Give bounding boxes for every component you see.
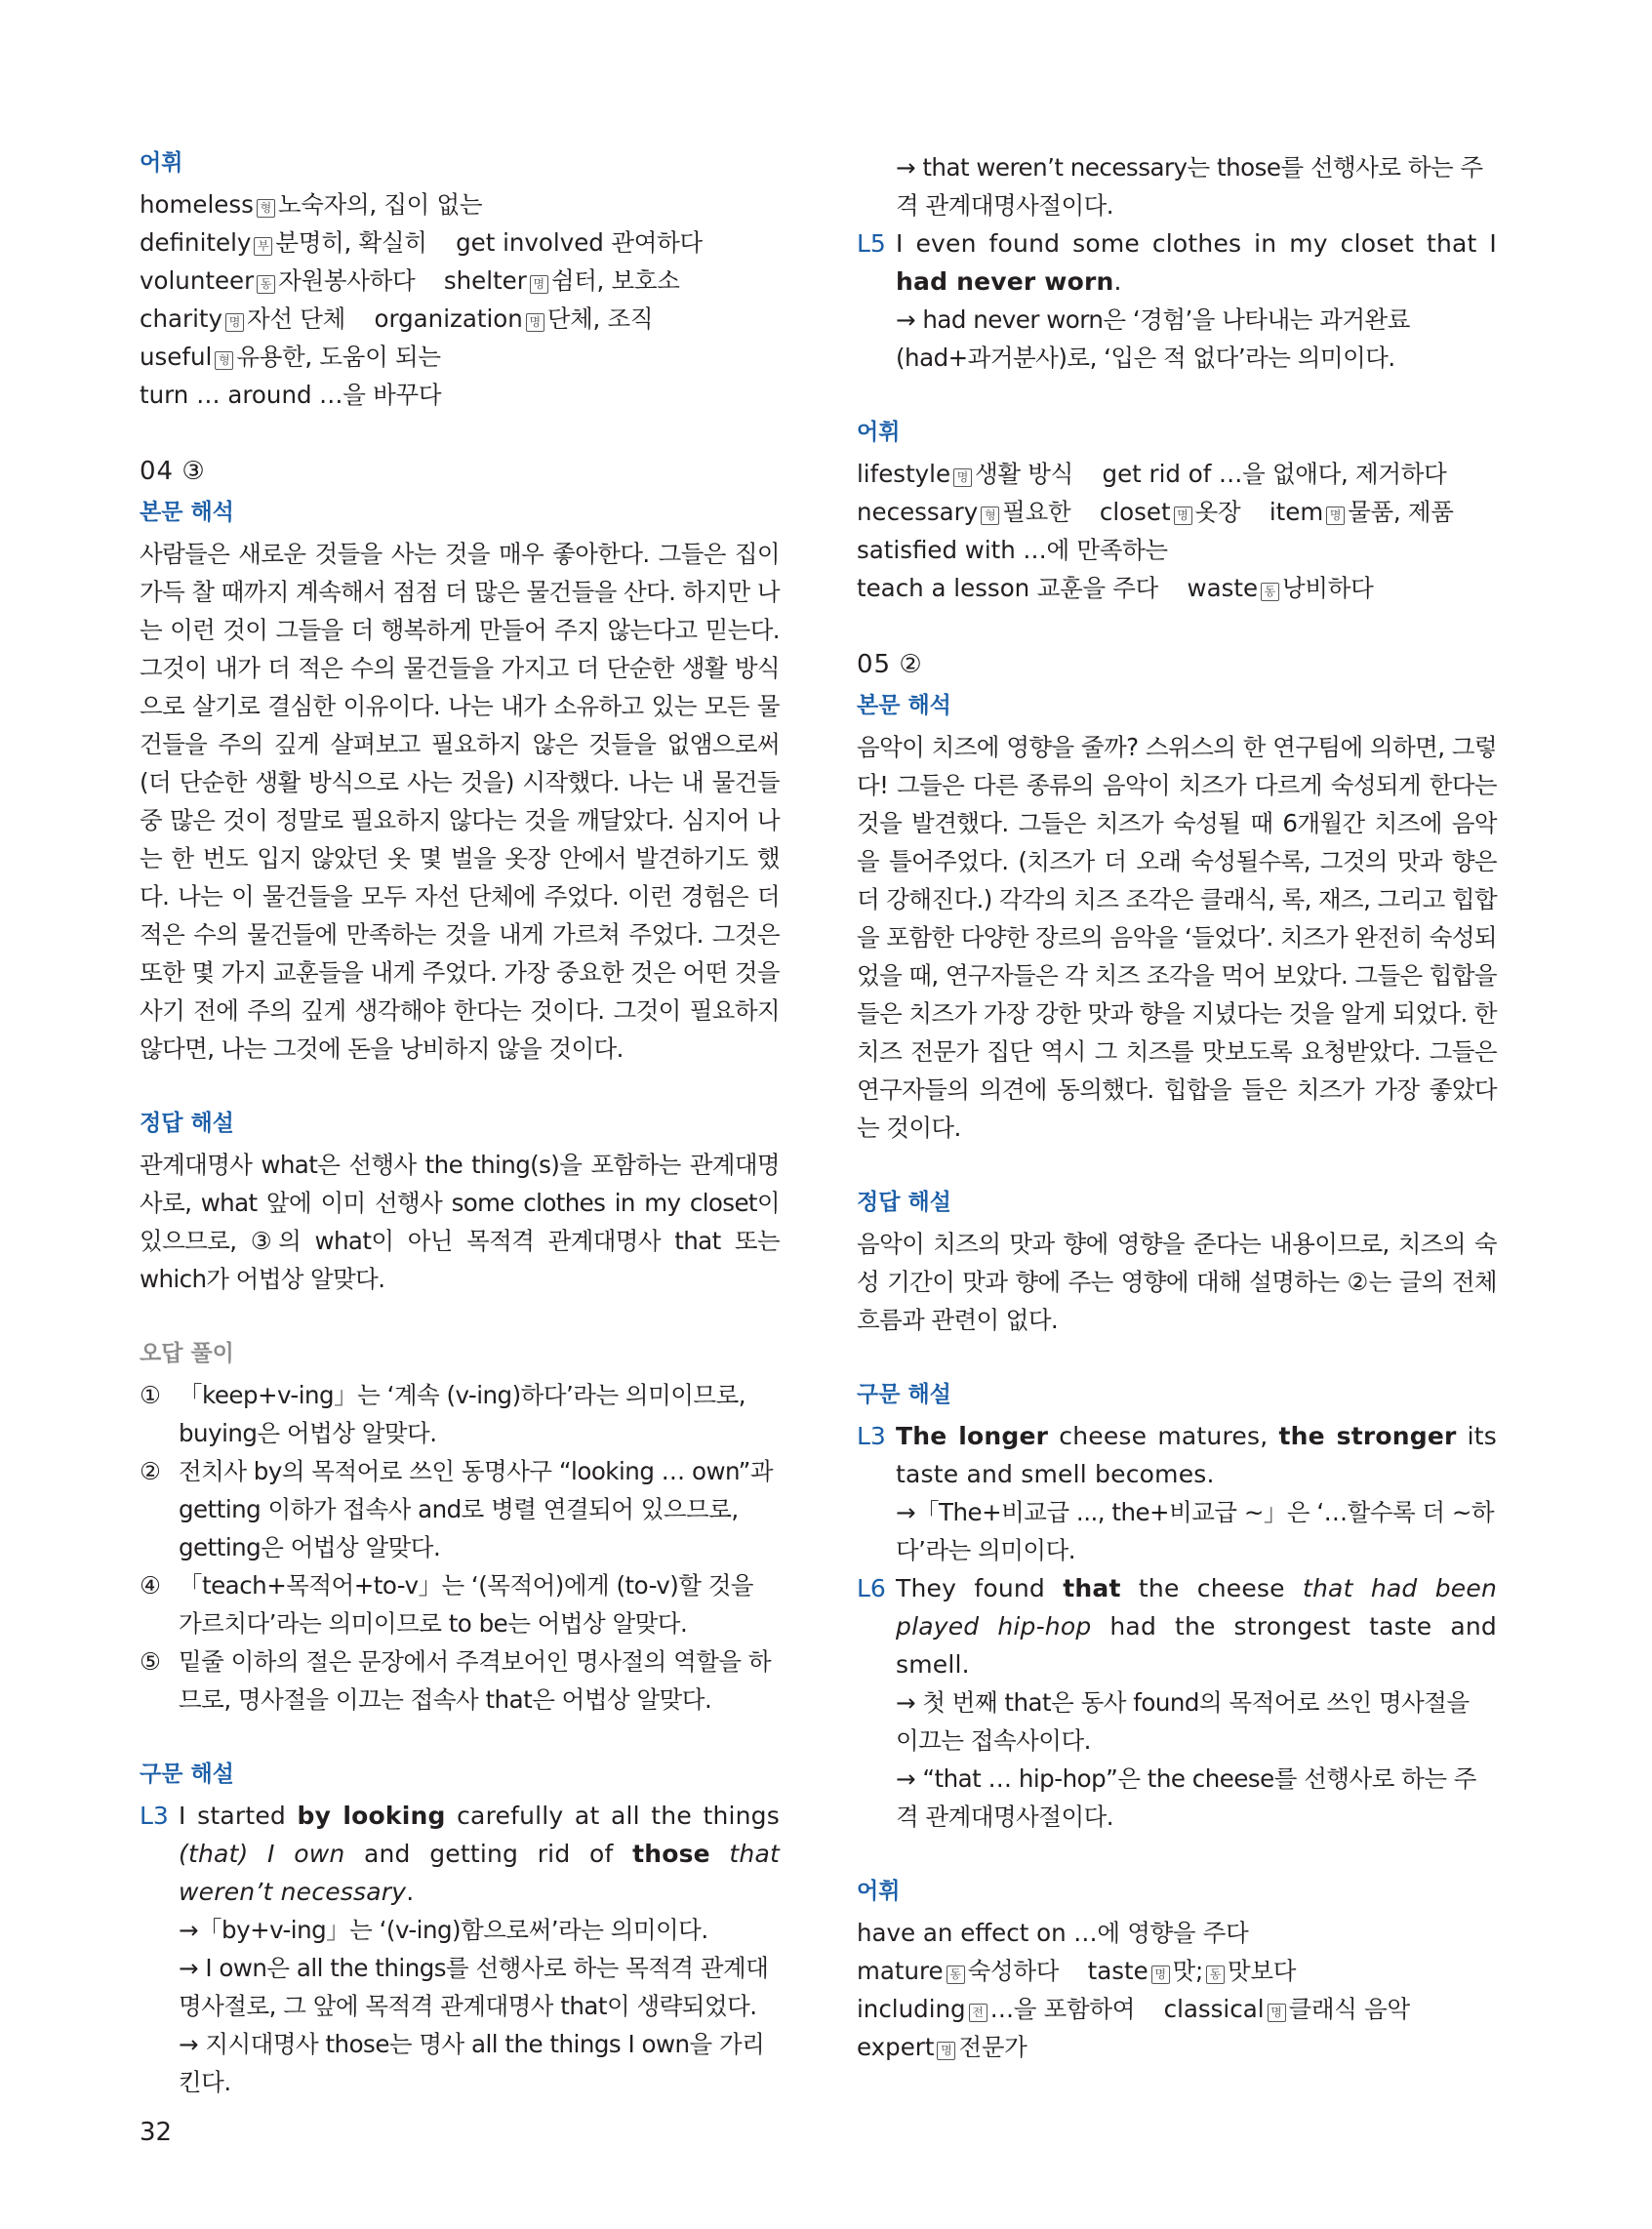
- vocab-entry: charity 명 자선 단체: [140, 304, 345, 333]
- answer-section: [140, 1109, 780, 1298]
- vocab-entry: classical 명 클래식 음악: [1163, 1995, 1410, 2023]
- answer-section: [857, 1188, 1497, 1339]
- vocab-entry: get involved 관여하다: [456, 228, 703, 257]
- line-number: L6: [857, 1574, 886, 1602]
- syntax-line-block: [140, 1797, 780, 2101]
- wrong-answer-item: ④ 「teach+목적어+to-v」는 ‘(목적어)에게 (to-v)할 것을 가르치다’라는 의미이므로 to be는 어법상 알맞다.: [140, 1571, 754, 1638]
- answer-text: 관계대명사 what은 선행사 the thing(s)을 포함하는 관계대명사로, what 앞에 이미 선행사 some clothes in my closet이 있으므로, ③의 what이 아닌 목적격 관계대명사 that 또는 which가 어법상 알맞다.: [140, 1151, 780, 1293]
- left-column: [140, 148, 780, 2142]
- syntax-note: → 첫 번째 that은 동사 found의 목적어로 쓰인 명사절을 이끄는 접속사이다.: [896, 1688, 1470, 1755]
- syntax-section: [140, 1760, 780, 2101]
- vocab-entry: volunteer 동 자원봉사하다: [140, 266, 416, 295]
- vocab-entry: get rid of …을 없애다, 제거하다: [1102, 460, 1447, 488]
- vocab-entry: including 전 …을 포함하여: [857, 1995, 1136, 2023]
- example-sentence: They found that the cheese that had been played hip-hop had the strongest taste and smell.: [896, 1574, 1497, 1679]
- wrong-answer-item: ② 전치사 by의 목적어로 쓰인 동명사구 “looking … own”과 getting 이하가 접속사 and로 병렬 연결되어 있으므로, getting은 어법상 알맞다.: [140, 1457, 774, 1561]
- wrong-answers-heading: 오답 풀이: [140, 1341, 234, 1366]
- vocab-entry: item 명 물품, 제품: [1269, 498, 1454, 526]
- answer-heading: 정답 해설: [140, 1111, 234, 1136]
- vocab-list: [140, 185, 780, 414]
- vocab-entry: mature 동 숙성하다: [857, 1957, 1060, 1985]
- wrong-answer-item: ① 「keep+v-ing」는 ‘계속 (v-ing)하다’라는 의미이므로, buying은 어법상 알맞다.: [140, 1381, 746, 1447]
- vocab-entry: necessary 형 필요한: [857, 498, 1071, 526]
- question-number: 04 ③: [140, 457, 206, 486]
- answer-heading: 정답 해설: [857, 1190, 951, 1215]
- syntax-note: → 지시대명사 those는 명사 all the things I own을 가리킨다.: [179, 2030, 765, 2096]
- syntax-note: → had never worn은 ‘경험’을 나타내는 과거완료(had+과거분사)로, ‘입은 적 없다’라는 의미이다.: [896, 305, 1410, 372]
- vocab-entry: waste 동 낭비하다: [1187, 574, 1374, 602]
- syntax-heading: 구문 해설: [140, 1762, 234, 1787]
- translation-heading: 본문 해석: [857, 693, 951, 718]
- syntax-note: → “that … hip-hop”은 the cheese를 선행사로 하는 주격 관계대명사절이다.: [896, 1764, 1476, 1831]
- vocab-entry: organization 명 단체, 조직: [374, 304, 654, 333]
- vocab-heading: 어휘: [857, 420, 901, 445]
- syntax-line-block: [857, 1569, 1497, 1836]
- vocab-heading: 어휘: [857, 1879, 901, 1904]
- translation-text: 사람들은 새로운 것들을 사는 것을 매우 좋아한다. 그들은 집이 가득 찰 때까지 계속해서 점점 더 많은 물건들을 산다. 하지만 나는 이런 것이 그들을 더 행복하게 만들어 주지 않는다고 믿는다. 그것이 내가 더 적은 수의 물건들을 가지고 더 단순한 생활 방식으로 살기로 결심한 이유이다. 나는 내가 소유하고 있는 모든 물건들을 주의 깊게 살펴보고 필요하지 않은 것들을 없앰으로써 (더 단순한 생활 방식으로 사는 것을) 시작했다. 나는 내 물건들 중 많은 것이 정말로 필요하지 않다는 것을 깨달았다. 심지어 나는 한 번도 입지 않았던 옷 몇 벌을 옷장 안에서 발견하기도 했다. 나는 이 물건들을 모두 자선 단체에 주었다. 이런 경험은 더 적은 수의 물건들에 만족하는 것을 내게 가르쳐 주었다. 그것은 또한 몇 가지 교훈들을 내게 주었다. 가장 중요한 것은 어떤 것을 사기 전에 주의 깊게 생각해야 한다는 것이다. 그것이 필요하지 않다면, 나는 그것에 돈을 낭비하지 않을 것이다.: [140, 540, 780, 1063]
- vocab-section-1: [140, 148, 780, 414]
- vocab-entry: have an effect on …에 영향을 주다: [857, 1919, 1249, 1947]
- vocab-entry: turn … around …을 바꾸다: [140, 381, 442, 409]
- answer-text: 음악이 치즈의 맛과 향에 영향을 준다는 내용이므로, 치즈의 숙성 기간이 맛과 향에 주는 영향에 대해 설명하는 ②는 글의 전체 흐름과 관련이 없다.: [857, 1230, 1497, 1334]
- question-number: 05 ②: [857, 650, 923, 679]
- syntax-heading: 구문 해설: [857, 1382, 951, 1407]
- vocab-section-2: [857, 418, 1497, 607]
- vocab-entry: expert 명 전문가: [857, 2033, 1027, 2061]
- vocab-heading: 어휘: [140, 150, 183, 176]
- syntax-line-block: [857, 148, 1497, 224]
- vocab-entry: teach a lesson 교훈을 주다: [857, 574, 1159, 602]
- vocab-list: [857, 1914, 1497, 2066]
- vocab-section-3: [857, 1877, 1497, 2066]
- example-sentence: I even found some clothes in my closet that I had never worn.: [896, 229, 1497, 296]
- translation-section: [140, 498, 780, 1068]
- vocab-entry: useful 형 유용한, 도움이 되는: [140, 343, 441, 371]
- right-column: [857, 148, 1497, 2107]
- wrong-answer-item: ⑤ 밑줄 이하의 절은 문장에서 주격보어인 명사절의 역할을 하므로, 명사절을 이끄는 접속사 that은 어법상 알맞다.: [140, 1647, 772, 1714]
- vocab-entry: satisfied with …에 만족하는: [857, 536, 1168, 564]
- wrong-answers-section: [140, 1339, 780, 1719]
- vocab-entry: definitely 부 분명히, 확실히: [140, 228, 427, 257]
- syntax-note: →「by+v-ing」는 ‘(v-ing)함으로써’라는 의미이다.: [179, 1916, 708, 1944]
- line-number: L3: [857, 1422, 886, 1450]
- syntax-line-block: [857, 1417, 1497, 1569]
- vocab-entry: lifestyle 명 생활 방식: [857, 460, 1074, 488]
- translation-section: [857, 691, 1497, 1147]
- translation-heading: 본문 해석: [140, 500, 234, 525]
- syntax-note: →「The+비교급 ..., the+비교급 ~」은 ‘…할수록 더 ~하다’라는 의미이다.: [896, 1498, 1495, 1564]
- vocab-entry: homeless 형 노숙자의, 집이 없는: [140, 190, 483, 219]
- page-number: 32: [140, 2118, 173, 2147]
- vocab-list: [857, 455, 1497, 607]
- vocab-entry: shelter 명 쉼터, 보호소: [443, 266, 680, 295]
- syntax-note: → I own은 all the things를 선행사로 하는 목적격 관계대명사절로, 그 앞에 목적격 관계대명사 that이 생략되었다.: [179, 1954, 769, 2020]
- line-number: L3: [140, 1802, 169, 1830]
- line-number: L5: [857, 229, 886, 258]
- syntax-note: → that weren’t necessary는 those를 선행사로 하는 주격 관계대명사절이다.: [896, 153, 1483, 220]
- translation-text: 음악이 치즈에 영향을 줄까? 스위스의 한 연구팀에 의하면, 그렇다! 그들은 다른 종류의 음악이 치즈가 다르게 숙성되게 한다는 것을 발견했다. 그들은 치즈가 숙성될 때 6개월간 치즈에 음악을 틀어주었다. (치즈가 더 오래 숙성될수록, 그것의 맛과 향은 더 강해진다.) 각각의 치즈 조각은 클래식, 록, 재즈, 그리고 힙합을 포함한 다양한 장르의 음악을 ‘들었다’. 치즈가 완전히 숙성되었을 때, 연구자들은 각 치즈 조각을 먹어 보았다. 그들은 힙합을 들은 치즈가 가장 강한 맛과 향을 지녔다는 것을 알게 되었다. 한 치즈 전문가 집단 역시 그 치즈를 맛보도록 요청받았다. 그들은 연구자들의 의견에 동의했다. 힙합을 들은 치즈가 가장 좋았다는 것이다.: [857, 733, 1498, 1142]
- vocab-entry: taste 명 맛; 동 맛보다: [1087, 1957, 1297, 1985]
- syntax-section: [857, 1380, 1497, 1836]
- vocab-entry: closet 명 옷장: [1099, 498, 1241, 526]
- example-sentence: I started by looking carefully at all the things (that) I own and getting rid of those that weren’t necessary.: [179, 1802, 780, 1906]
- syntax-line-block: [857, 224, 1497, 377]
- syntax-continued: [857, 148, 1497, 377]
- example-sentence: The longer cheese matures, the stronger its taste and smell becomes.: [896, 1422, 1498, 1488]
